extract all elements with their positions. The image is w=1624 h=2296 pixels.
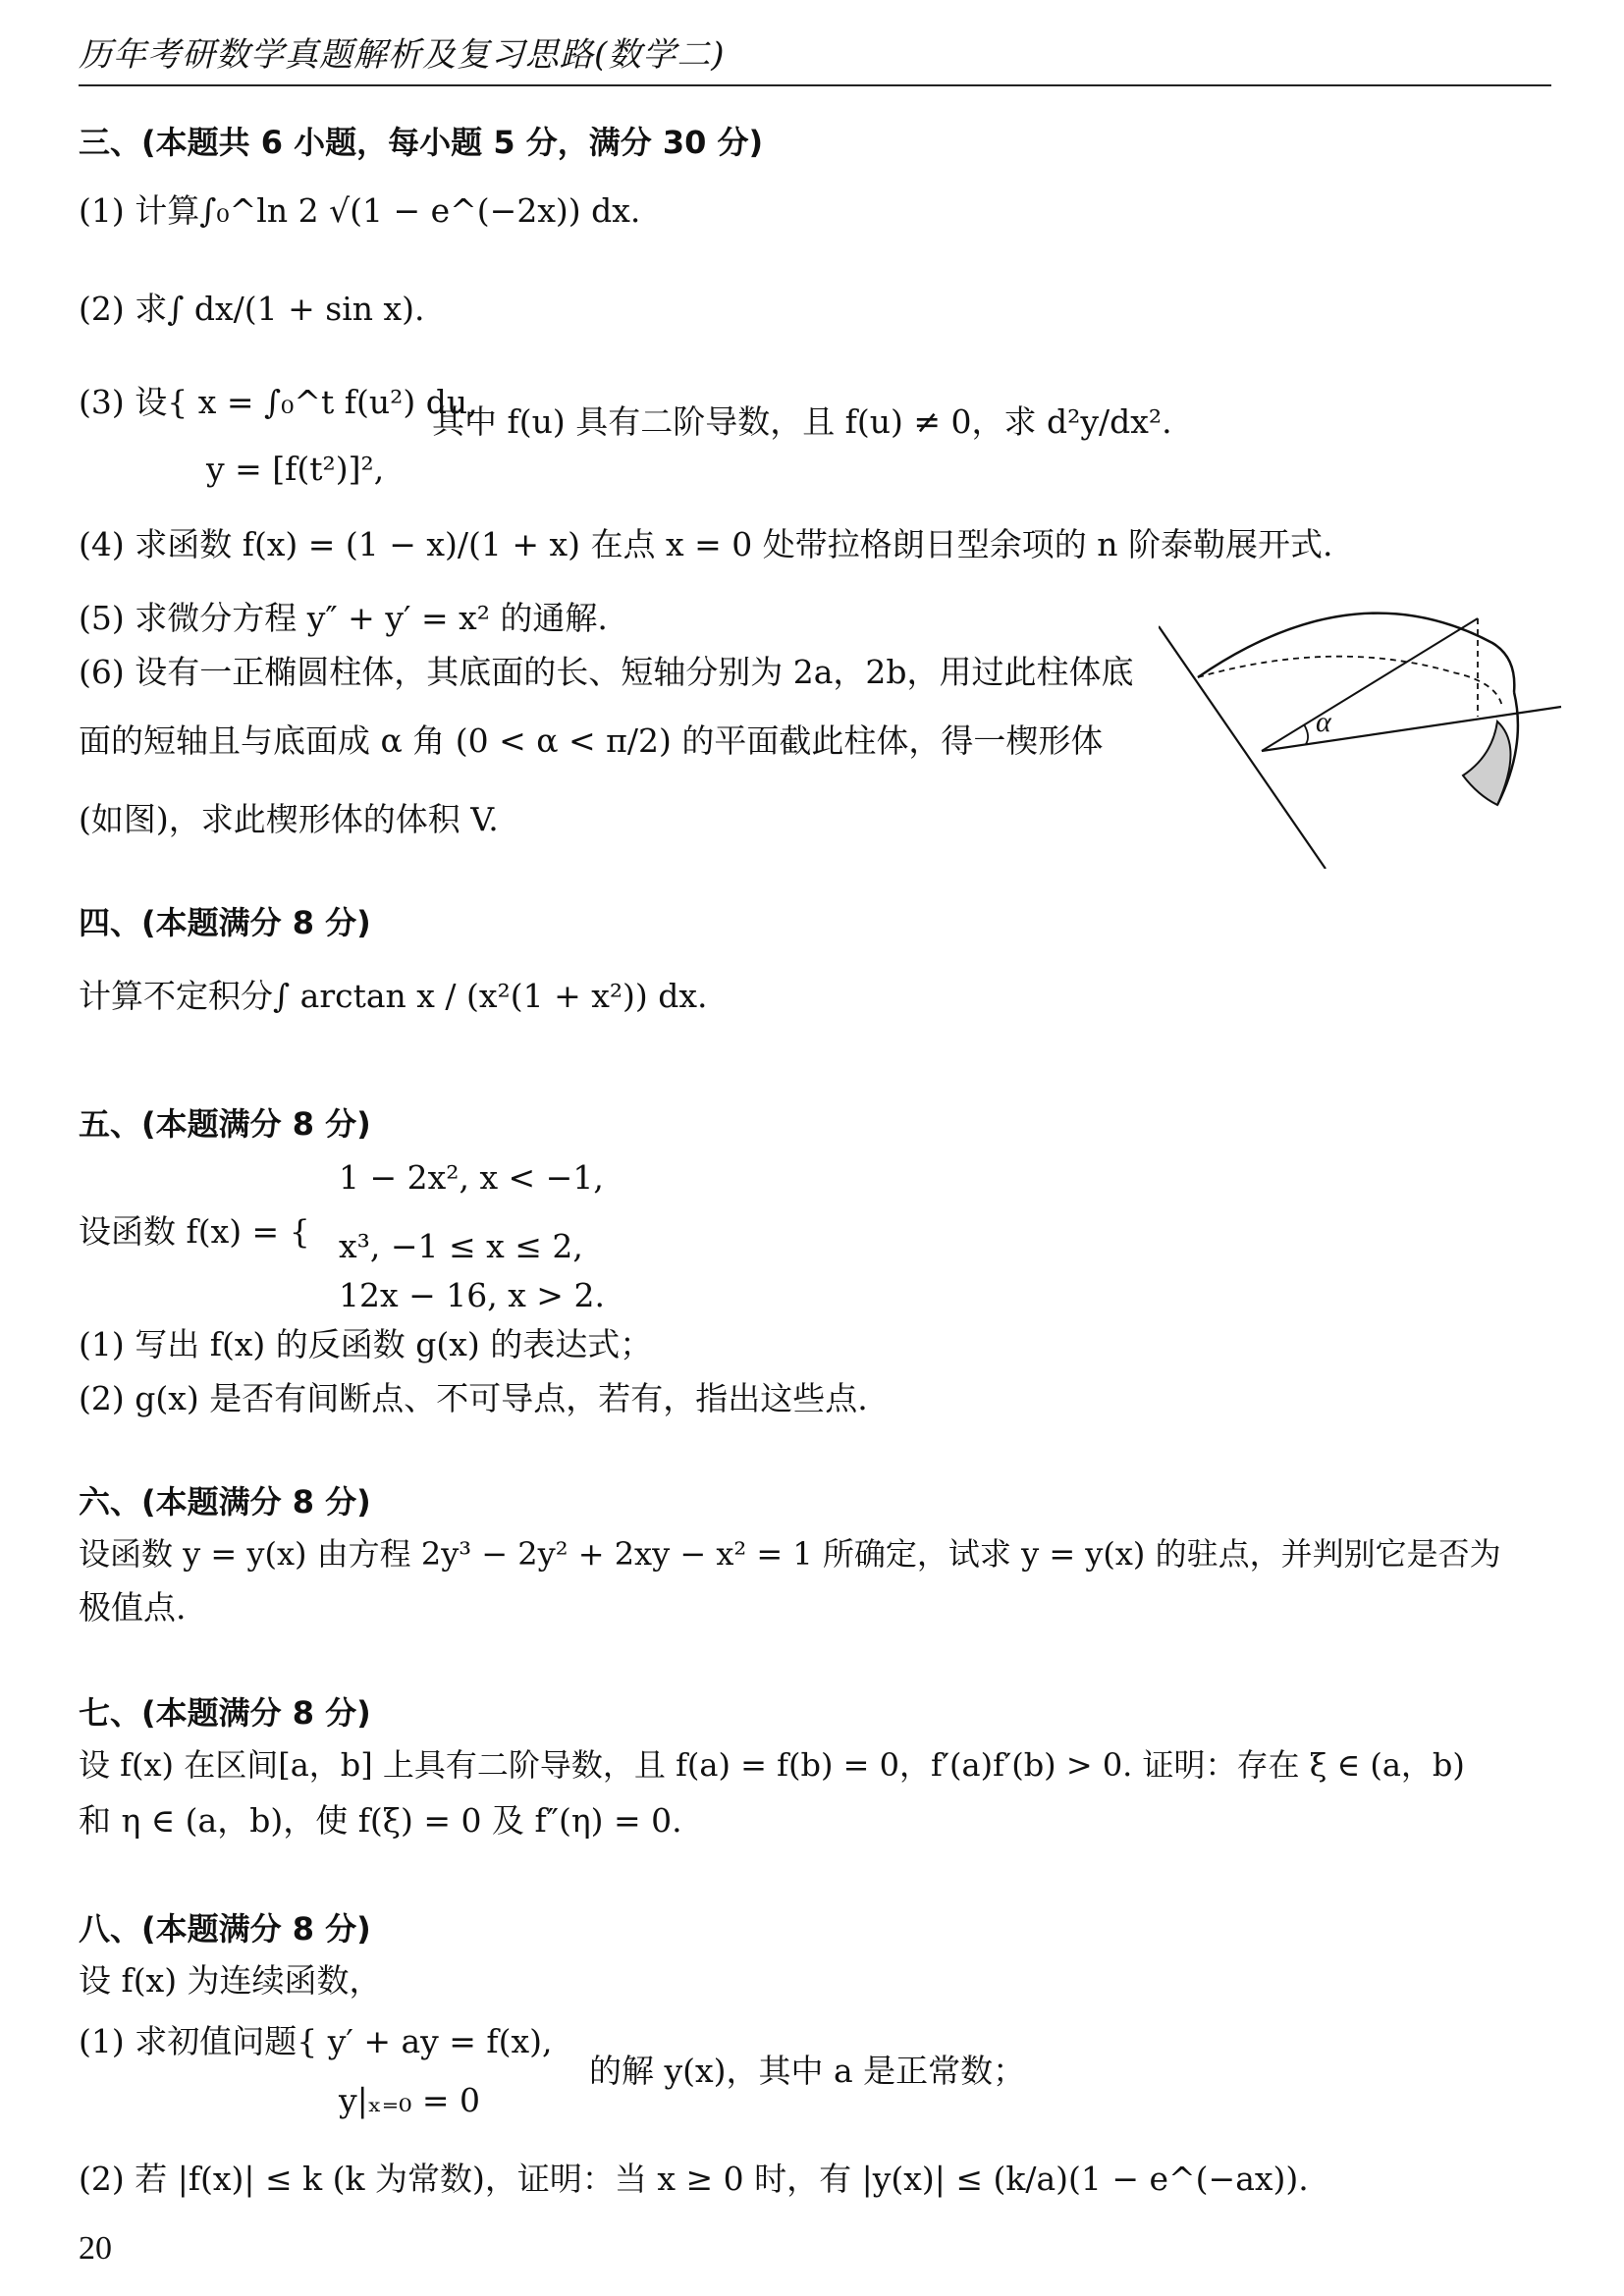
base-ellipse-dashed bbox=[1198, 657, 1502, 707]
s3-question-3-line-2: y = [f(t²)]², bbox=[206, 450, 385, 488]
section-3-heading: 三、(本题共 6 小题，每小题 5 分，满分 30 分) bbox=[79, 124, 764, 161]
header-rule bbox=[79, 84, 1551, 86]
s3-question-1: (1) 计算∫₀^ln 2 √(1 − e^(−2x)) dx. bbox=[79, 191, 641, 230]
s3-question-6-line-1: (6) 设有一正椭圆柱体，其底面的长、短轴分别为 2a，2b，用过此柱体底 bbox=[79, 653, 1134, 691]
section-7-heading: 七、(本题满分 8 分) bbox=[79, 1694, 371, 1732]
s5-question-1: (1) 写出 f(x) 的反函数 g(x) 的表达式； bbox=[79, 1325, 653, 1363]
inclined-line bbox=[1262, 618, 1478, 751]
s7-line-2: 和 η ∈ (a，b)，使 f(ξ) = 0 及 f″(η) = 0. bbox=[79, 1801, 682, 1840]
s8-question-2: (2) 若 |f(x)| ≤ k (k 为常数)，证明：当 x ≥ 0 时，有 |y(x)| ≤ (k/a)(1 − e^(−ax)). bbox=[79, 2160, 1309, 2198]
s3-question-5: (5) 求微分方程 y″ + y′ = x² 的通解. bbox=[79, 599, 608, 637]
s3-question-6-line-2: 面的短轴且与底面成 α 角 (0 < α < π/2) 的平面截此柱体，得一楔形体 bbox=[79, 721, 1104, 760]
s6-line-1: 设函数 y = y(x) 由方程 2y³ − 2y² + 2xy − x² = 1 所确定，试求 y = y(x) 的驻点，并判别它是否为 bbox=[79, 1535, 1501, 1573]
section-5-heading: 五、(本题满分 8 分) bbox=[79, 1105, 371, 1143]
wedge-figure bbox=[1159, 599, 1571, 869]
page-number: 20 bbox=[79, 2230, 112, 2267]
s6-line-2: 极值点. bbox=[79, 1588, 187, 1627]
s3-question-4: (4) 求函数 f(x) = (1 − x)/(1 + x) 在点 x = 0 处带拉格朗日型余项的 n 阶泰勒展开式. bbox=[79, 525, 1333, 563]
s7-line-1: 设 f(x) 在区间[a，b] 上具有二阶导数，且 f(a) = f(b) = 0，f′(a)f′(b) > 0. 证明：存在 ξ ∈ (a，b) bbox=[79, 1746, 1465, 1784]
running-header: 历年考研数学真题解析及复习思路(数学二) bbox=[79, 35, 726, 75]
s8-question-1-a: (1) 求初值问题{ y′ + ay = f(x), bbox=[79, 2022, 553, 2060]
angle-label: α bbox=[1316, 706, 1331, 738]
s3-question-6-line-3: (如图)，求此楔形体的体积 V. bbox=[79, 800, 499, 838]
s3-question-3-line-1: (3) 设{ x = ∫₀^t f(u²) du, bbox=[79, 383, 478, 421]
s5-function-prefix: 设函数 f(x) = { bbox=[79, 1212, 310, 1251]
s4-body: 计算不定积分∫ arctan x / (x²(1 + x²)) dx. bbox=[79, 977, 708, 1015]
section-8-heading: 八、(本题满分 8 分) bbox=[79, 1910, 371, 1948]
s5-question-2: (2) g(x) 是否有间断点、不可导点，若有，指出这些点. bbox=[79, 1379, 868, 1417]
short-axis-line bbox=[1159, 626, 1326, 869]
s5-case-3: 12x − 16, x > 2. bbox=[339, 1276, 605, 1314]
s3-question-3-tail: 其中 f(u) 具有二阶导数，且 f(u) ≠ 0，求 d²y/dx². bbox=[432, 402, 1172, 441]
s5-case-2: x³, −1 ≤ x ≤ 2, bbox=[339, 1227, 583, 1265]
section-6-heading: 六、(本题满分 8 分) bbox=[79, 1483, 371, 1521]
shaded-region bbox=[1463, 721, 1511, 805]
section-4-heading: 四、(本题满分 8 分) bbox=[79, 904, 371, 941]
s5-case-1: 1 − 2x², x < −1, bbox=[339, 1158, 604, 1197]
s3-question-2: (2) 求∫ dx/(1 + sin x). bbox=[79, 290, 425, 328]
angle-arc bbox=[1304, 724, 1308, 744]
s8-question-1-tail: 的解 y(x)，其中 a 是正常数； bbox=[589, 2052, 1026, 2090]
s8-question-1-b: y|ₓ₌₀ = 0 bbox=[339, 2081, 481, 2119]
s8-intro: 设 f(x) 为连续函数， bbox=[79, 1961, 382, 2000]
